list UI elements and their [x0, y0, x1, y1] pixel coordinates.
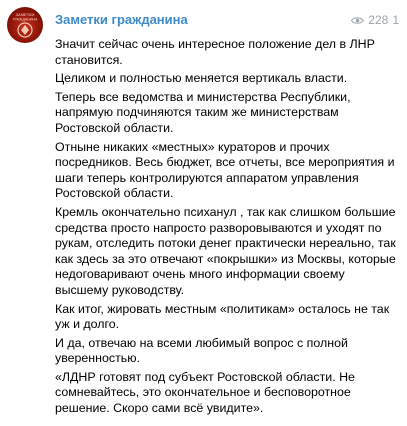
eye-icon: [351, 16, 364, 25]
post-time: 1: [392, 13, 399, 27]
post-paragraph: Теперь все ведомства и министерства Республики, напрямую подчиняются таким же министерствам Ростовской области.: [55, 89, 351, 135]
post-paragraph: Целиком и полностью меняется вертикаль власти.: [55, 71, 348, 86]
post-meta: [351, 13, 399, 27]
post-paragraph: «ЛДНР готовят под субъект Ростовской области. Не сомневайтесь, это окончательное и бесповоротное решение. Скоро сами всё увидите».: [55, 369, 355, 416]
post-paragraph: Отныне никаких «местных» кураторов и прочих посредников. Весь бюджет, все отчеты, все мероприятия и шаги теперь контролируются аппаратом управления Ростовской области.: [55, 139, 395, 201]
channel-name-link[interactable]: Заметки гражданина: [55, 12, 188, 27]
avatar-subtitle-text: ГРАЖДАНИНА: [12, 17, 38, 22]
view-count: 228: [368, 13, 389, 27]
avatar-emblem-icon: [7, 7, 43, 43]
post-text: [55, 37, 401, 420]
post-paragraph: И да, отвечаю на всеми любимый вопрос с полной уверенностью.: [55, 335, 348, 366]
post-paragraph: Значит сейчас очень интересное положение дел в ЛНР становится.: [55, 37, 375, 67]
avatar-title-text: ЗАМЕТКИ: [15, 12, 35, 17]
channel-avatar[interactable]: [7, 7, 43, 43]
post-header: [55, 12, 399, 30]
post-paragraph: Как итог, жировать местным «политикам» осталось не так уж и долго.: [55, 301, 390, 332]
post-paragraph: Кремль окончательно психанул , так как слишком большие средства просто напросто разворовываются и уходят по рукам, отследить потоки денег практически нереально, так как здесь за это отвечают «покрышки» из Москвы, которые недоговаривают очень много информации своему высшему руководству.: [55, 204, 396, 297]
